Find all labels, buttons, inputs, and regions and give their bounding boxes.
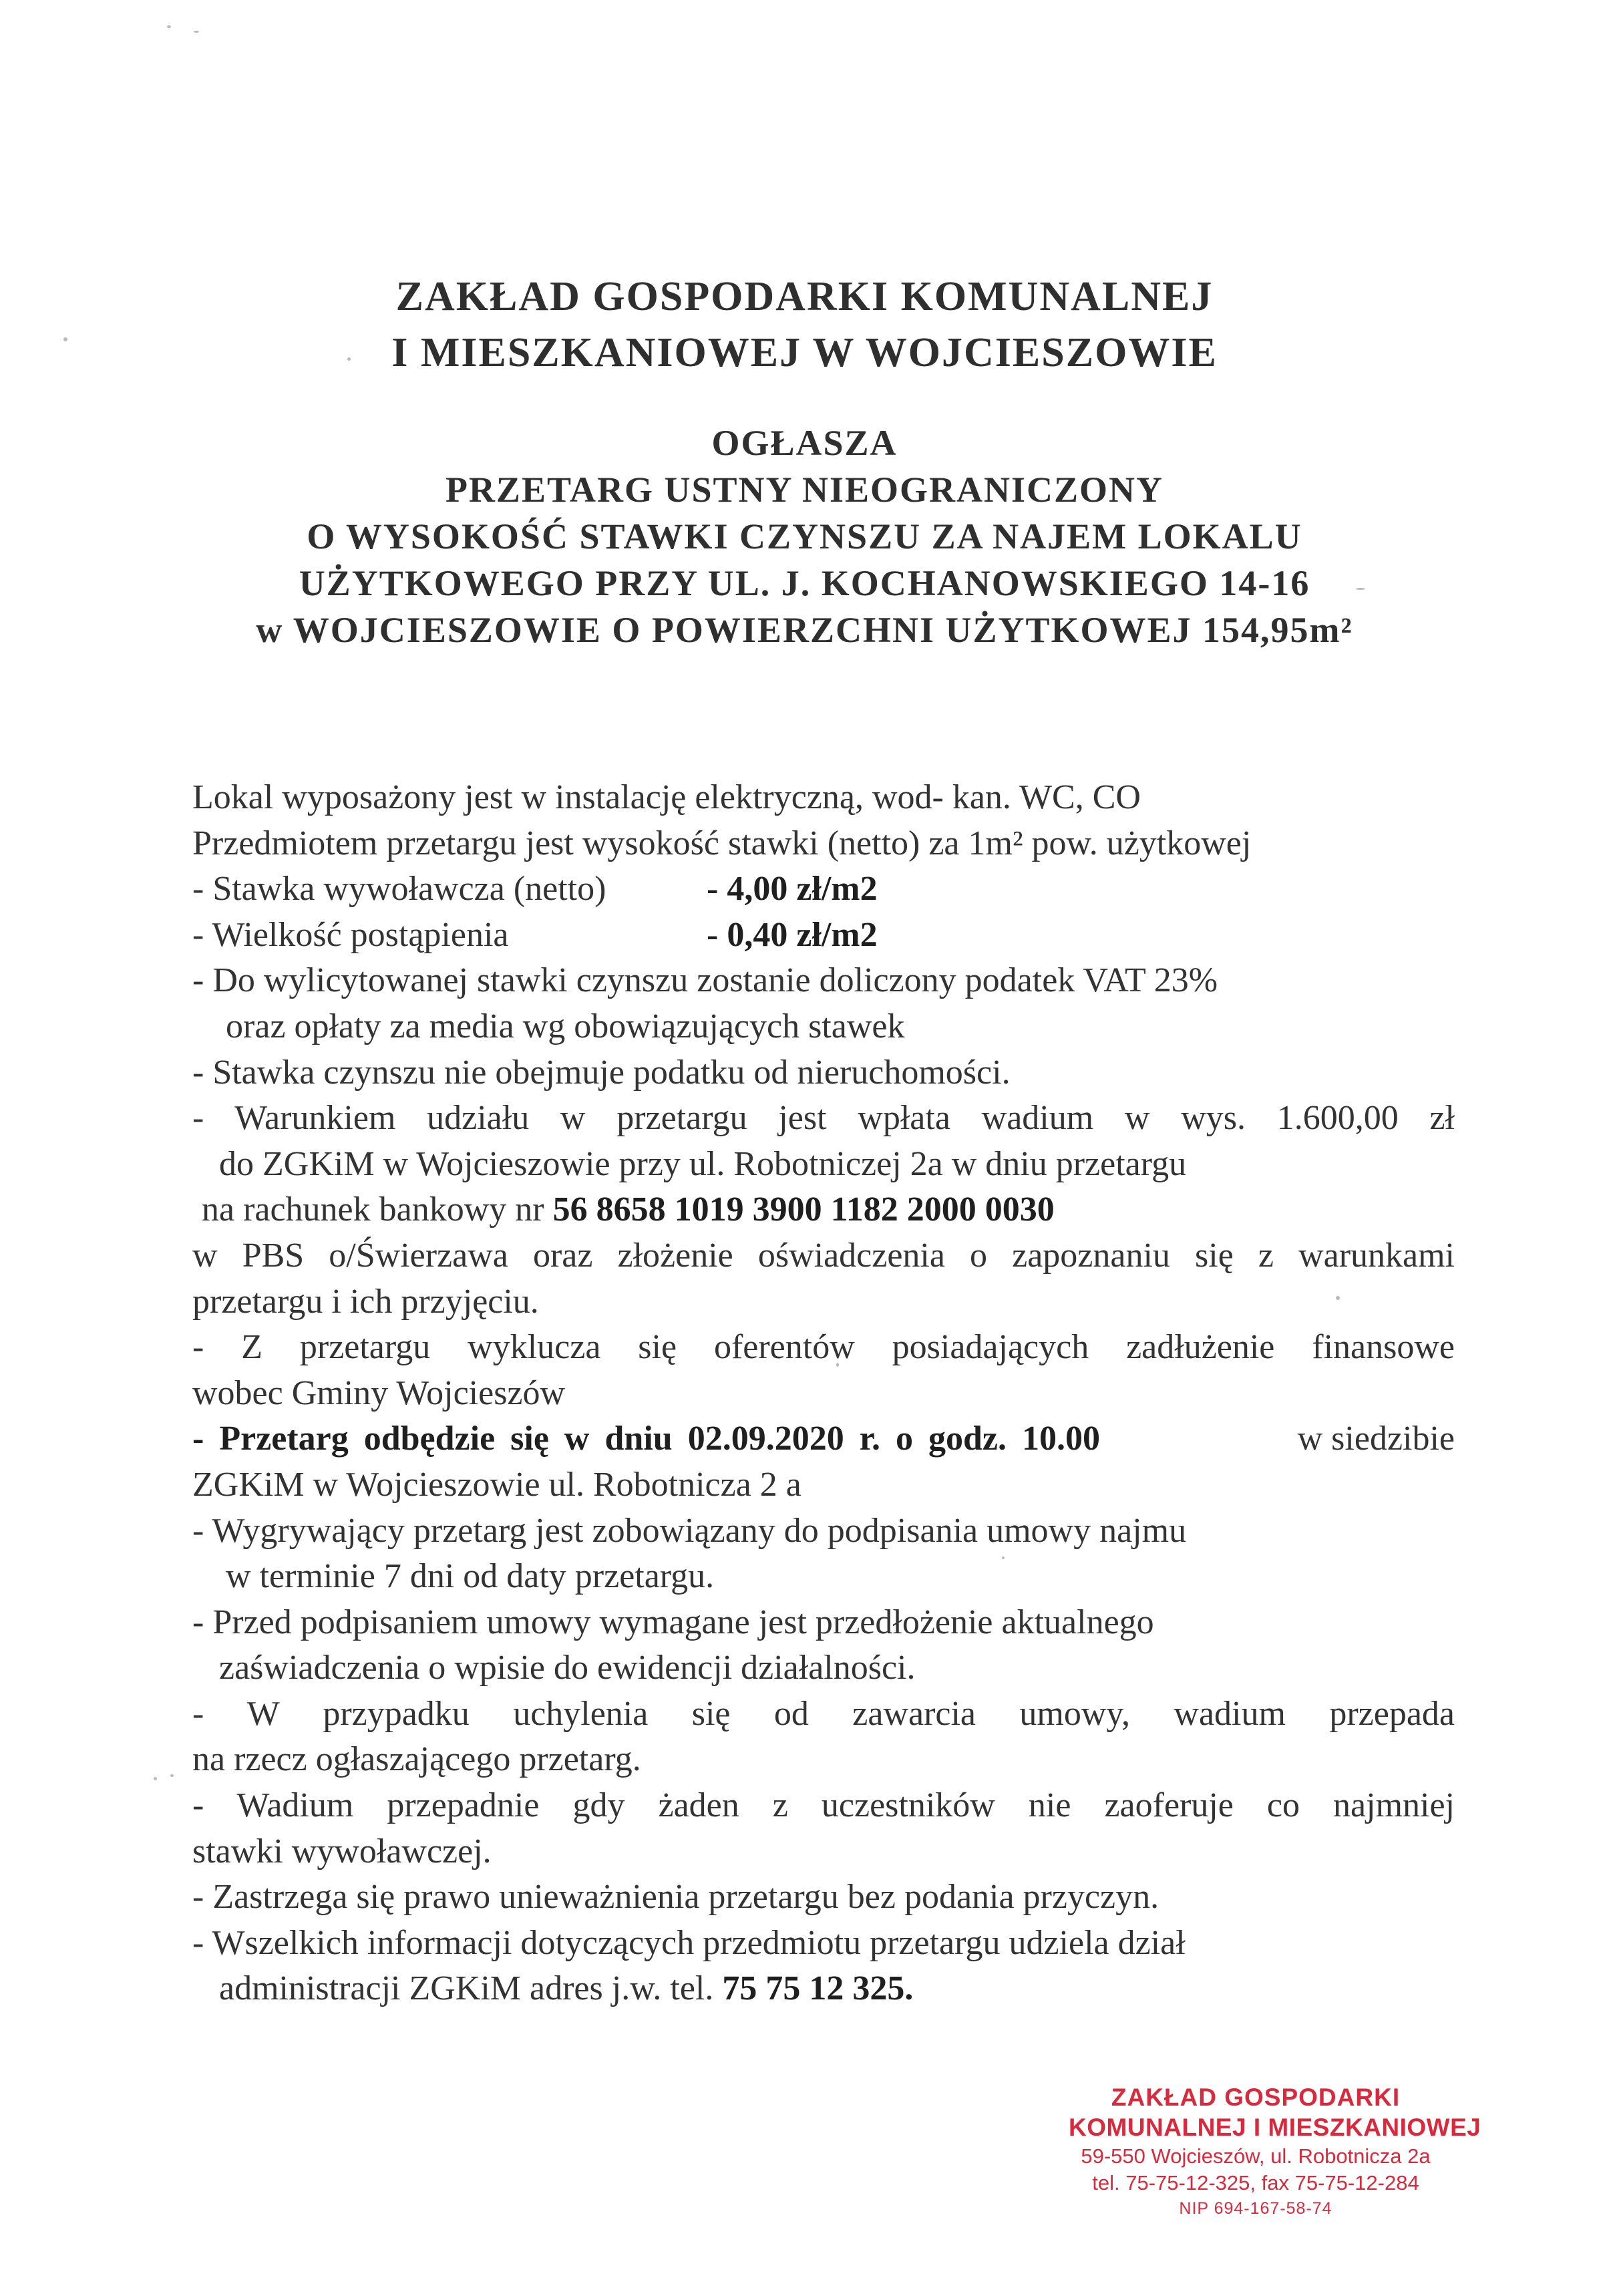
- company-stamp: [1069, 2083, 1481, 2221]
- tender-subject-text: Przedmiotem przetargu jest wysokość stawki (netto) za 1m² pow. użytkowej: [192, 824, 1252, 862]
- winner-text-line-1: - Wygrywający przetarg jest zobowiązany do podpisania umowy najmu: [192, 1511, 1187, 1550]
- stamp-line-1: ZAKŁAD GOSPODARKI: [1111, 2084, 1401, 2111]
- exclusion-text-line-1: - Z przetargu wyklucza się oferentów posiadających zadłużenie finansowe: [192, 1328, 1455, 1367]
- announcement-line-5: w WOJCIESZOWIE O POWIERZCHNI UŻYTKOWEJ 154,95m²: [256, 610, 1353, 650]
- property-tax-text: - Stawka czynszu nie obejmuje podatku od nieruchomości.: [192, 1053, 1011, 1092]
- announcement-line-3: O WYSOKOŚĆ STAWKI CZYNSZU ZA NAJEM LOKALU: [307, 516, 1302, 556]
- tender-date-line-1: [192, 1416, 1455, 1462]
- starting-rate-label: - Stawka wywoławcza (netto): [192, 870, 606, 909]
- bid-increment-label: - Wielkość postąpienia: [192, 915, 509, 954]
- starting-rate-value: - 4,00 zł/m2: [707, 870, 878, 909]
- contact-address-label: administracji ZGKiM adres j.w. tel.: [219, 1969, 723, 2008]
- deposit-text-line-1: - Warunkiem udziału w przetargu jest wpłata wadium w wys. 1.600,00 zł: [192, 1099, 1455, 1138]
- tender-date-line-2: ZGKiM w Wojcieszowie ul. Robotnicza 2 a: [192, 1465, 801, 1504]
- organization-title-line-1: ZAKŁAD GOSPODARKI KOMUNALNEJ: [395, 274, 1214, 319]
- bank-account-number: 56 8658 1019 3900 1182 2000 0030: [552, 1190, 1055, 1229]
- deposit-text-line-3: [192, 1187, 1455, 1233]
- vat-text-line-1: - Do wylicytowanej stawki czynszu zostanie doliczony podatek VAT 23%: [192, 961, 1218, 1000]
- forfeit-text-line-1: - Wadium przepadnie gdy żaden z uczestników nie zaoferuje co najmniej: [192, 1786, 1455, 1825]
- vat-text-line-2: oraz opłaty za media wg obowiązujących stawek: [226, 1007, 905, 1045]
- organization-title: [0, 269, 1609, 381]
- tender-date-bold: - Przetarg odbędzie się w dniu 02.09.2020 r. o godz. 10.00: [192, 1420, 1100, 1458]
- refusal-text-line-1: - W przypadku uchylenia się od zawarcia umowy, wadium przepada: [192, 1694, 1455, 1733]
- premises-equipment-text: Lokal wyposażony jest w instalację elektryczną, wod- kan. WC, CO: [192, 778, 1141, 816]
- forfeit-text-line-2: stawki wywoławczej.: [192, 1832, 492, 1870]
- announcement-line-2: PRZETARG USTNY NIEOGRANICZONY: [445, 470, 1164, 510]
- deposit-text-line-5: przetargu i ich przyjęciu.: [192, 1282, 539, 1321]
- bid-increment-row: [192, 913, 1455, 959]
- announcement-line-4: UŻYTKOWEGO PRZY UL. J. KOCHANOWSKIEGO 14-16: [299, 563, 1310, 603]
- tender-conditions-body: [192, 775, 1455, 2012]
- refusal-text-line-2: na rzecz ogłaszającego przetarg.: [192, 1740, 641, 1779]
- cancellation-text: - Zastrzega się prawo unieważnienia przetargu bez podania przyczyn.: [192, 1878, 1159, 1917]
- bid-increment-value: - 0,40 zł/m2: [707, 915, 878, 954]
- stamp-nip: NIP 694-167-58-74: [1179, 2199, 1332, 2218]
- stamp-phone-fax: tel. 75-75-12-325, fax 75-75-12-284: [1092, 2171, 1419, 2194]
- contact-phone-number: 75 75 12 325.: [722, 1969, 914, 2008]
- stamp-line-2: KOMUNALNEJ I MIESZKANIOWEJ: [1069, 2114, 1481, 2141]
- bank-account-label: na rachunek bankowy nr: [202, 1190, 553, 1229]
- exclusion-text-line-2: wobec Gminy Wojcieszów: [192, 1373, 566, 1412]
- announcement-line-1: OGŁASZA: [711, 423, 898, 463]
- tender-announcement-heading: [0, 420, 1609, 653]
- winner-text-line-2: w terminie 7 dni od daty przetargu.: [226, 1557, 715, 1596]
- organization-title-line-2: I MIESZKANIOWEJ W WOJCIESZOWIE: [391, 330, 1218, 375]
- stamp-address: 59-550 Wojcieszów, ul. Robotnicza 2a: [1081, 2144, 1431, 2168]
- contact-text-line-2: [192, 1966, 1455, 2012]
- contact-text-line-1: - Wszelkich informacji dotyczących przedmiotu przetargu udziela dział: [192, 1923, 1186, 1962]
- certificate-text-line-1: - Przed podpisaniem umowy wymagane jest przedłożenie aktualnego: [192, 1603, 1154, 1641]
- starting-rate-row: [192, 866, 1455, 913]
- certificate-text-line-2: zaświadczenia o wpisie do ewidencji działalności.: [219, 1649, 916, 1687]
- deposit-text-line-4: w PBS o/Świerzawa oraz złożenie oświadczenia o zapoznaniu się z warunkami: [192, 1236, 1455, 1275]
- deposit-text-line-2: do ZGKiM w Wojcieszowie przy ul. Robotniczej 2a w dniu przetargu: [219, 1144, 1187, 1183]
- tender-date-rest: w siedzibie: [1297, 1420, 1455, 1458]
